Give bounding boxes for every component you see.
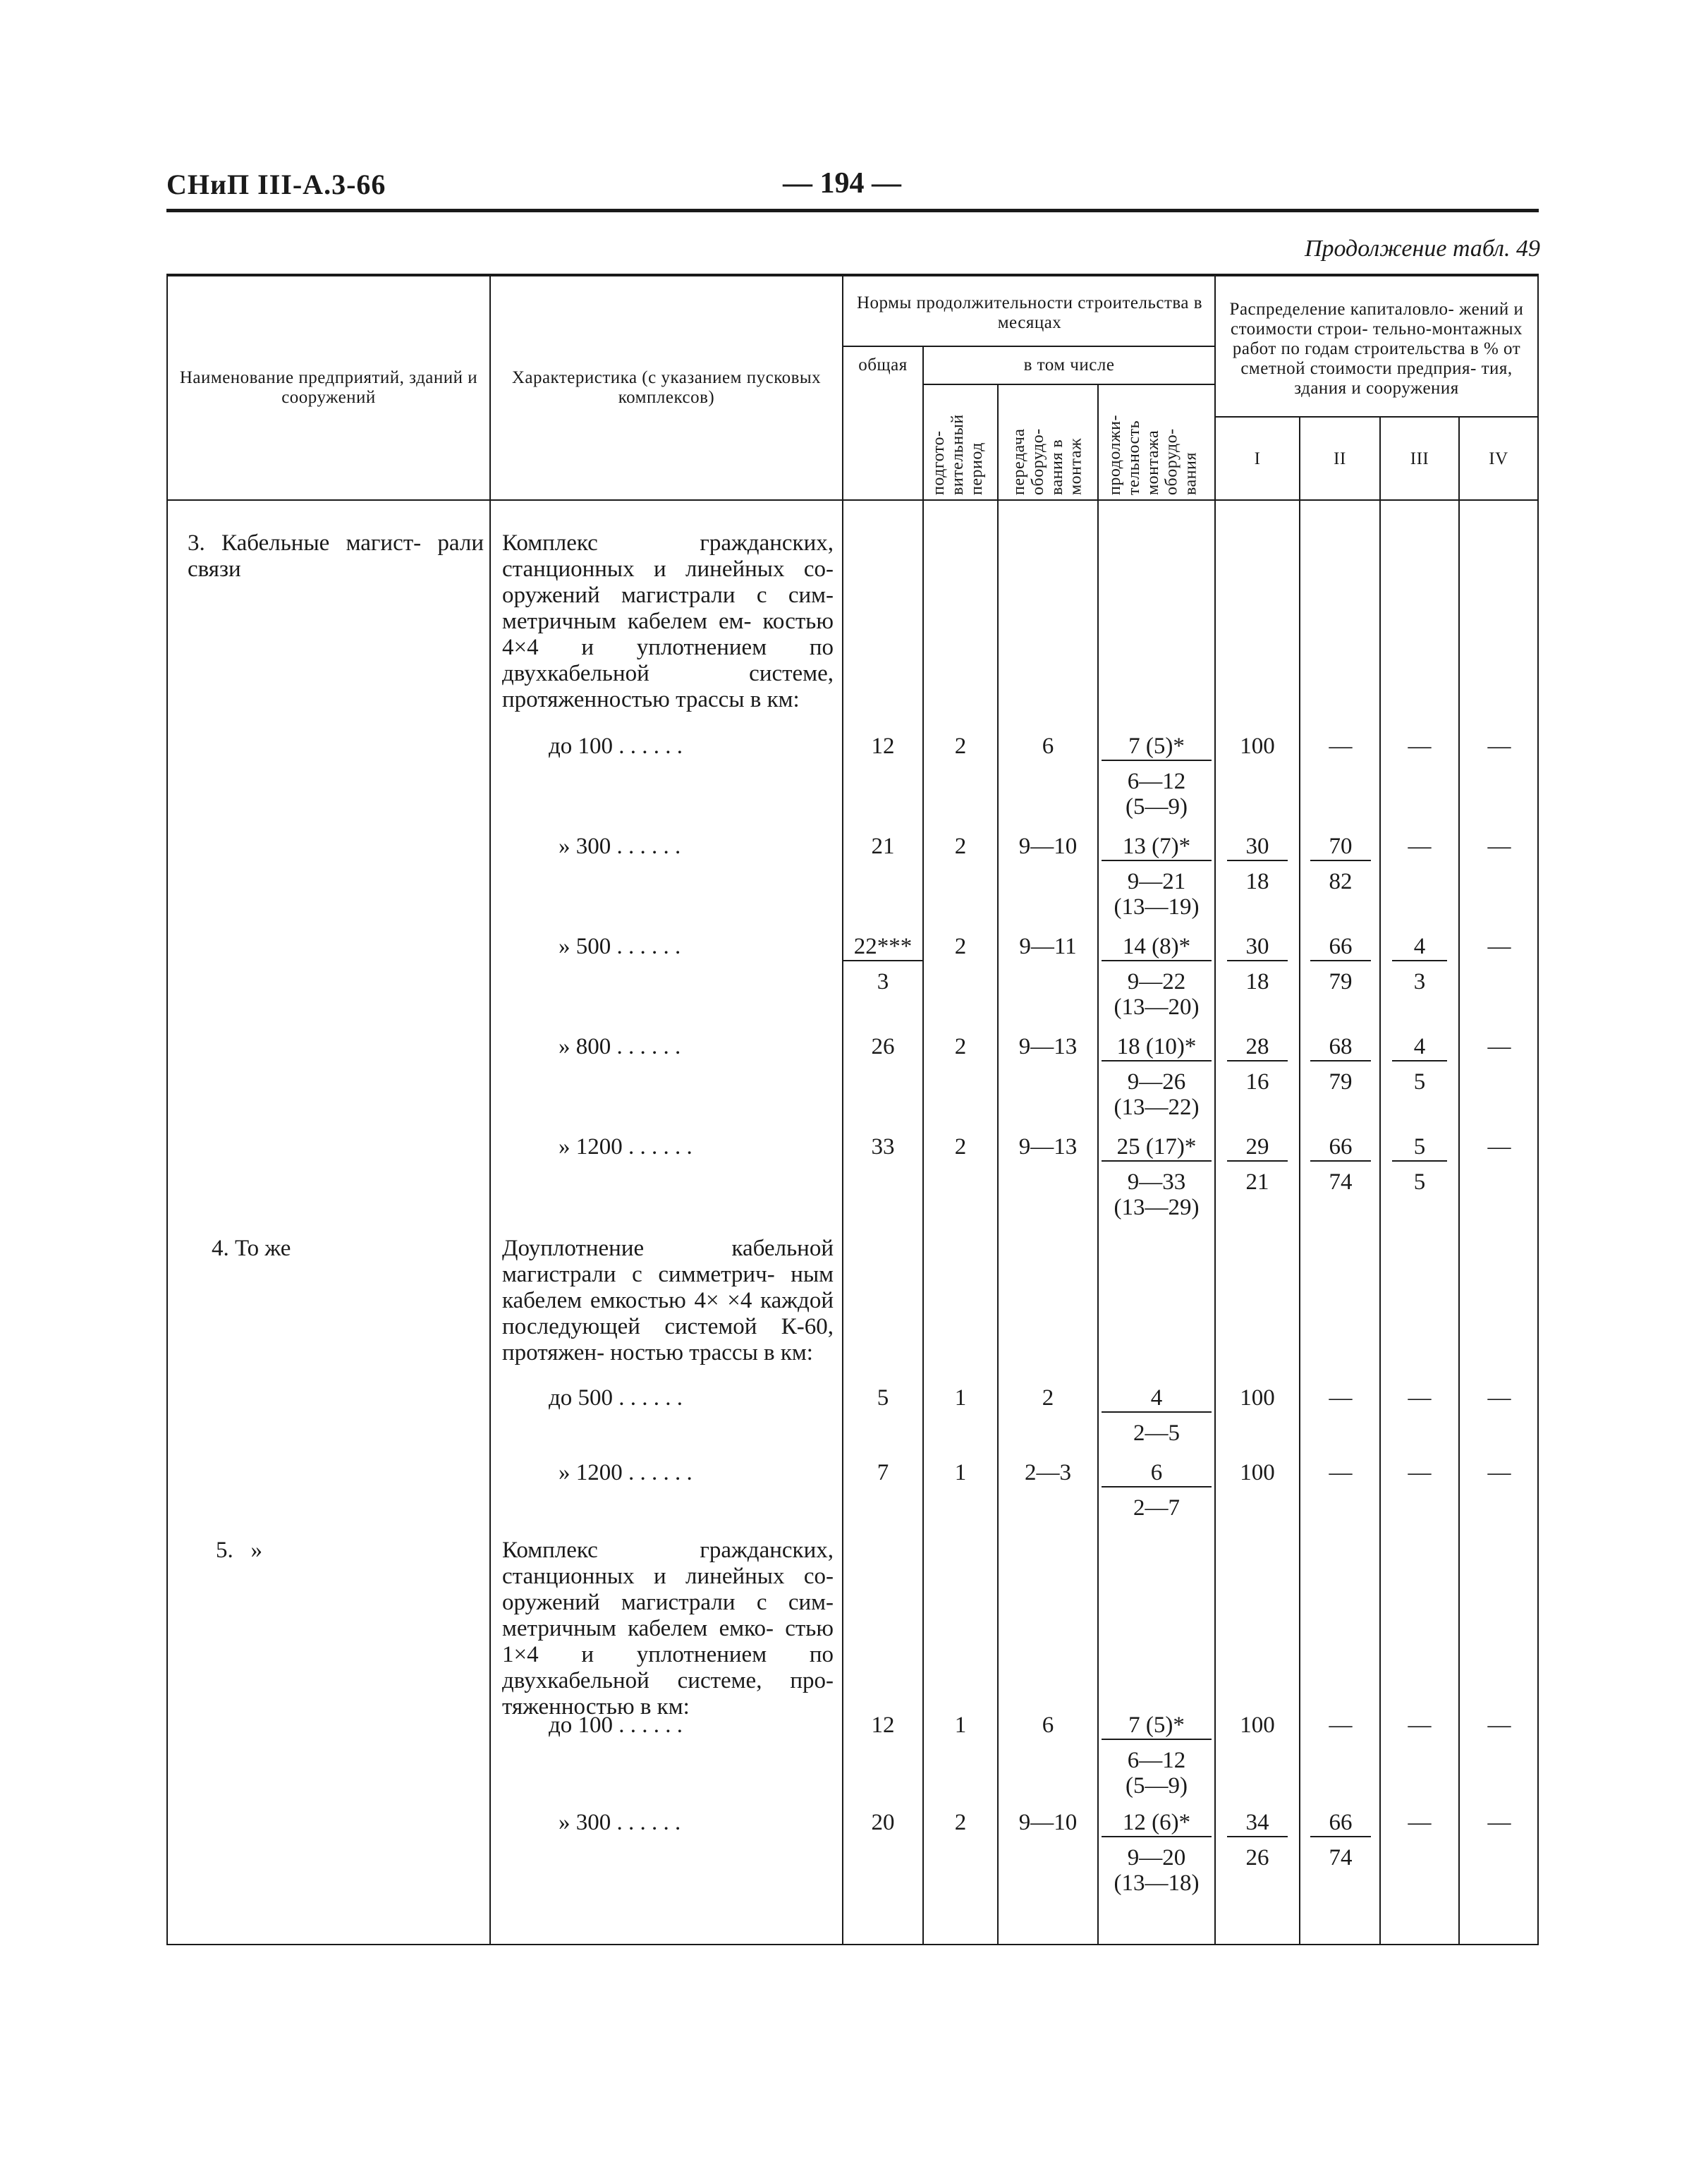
cell-year-3: —	[1408, 834, 1432, 859]
section-description: Комплекс гражданских, станционных и линейных со- оружений магистрали с сим- метричным кабелем ем- костью 4×4 и уплотнением по двухкабельной системе, протяженностью трассы в км:	[502, 530, 834, 712]
cell-mounting-range: 6—12	[1127, 1748, 1186, 1773]
cell-mounting: 14 (8)*	[1102, 934, 1212, 961]
cell-year-1: 30	[1227, 934, 1288, 961]
cell-total: 26	[871, 1034, 895, 1059]
cell-year-2: —	[1329, 734, 1353, 759]
cell-year-1: 100	[1240, 1460, 1275, 1485]
cell-year-3: —	[1408, 734, 1432, 759]
row-range-label: до 100 . . . . . .	[549, 1712, 683, 1738]
cell-total: 12	[871, 734, 895, 759]
cell-year-3: 4	[1392, 934, 1447, 961]
cell-year-4: —	[1487, 1385, 1511, 1411]
cell-preparatory: 2	[954, 734, 967, 759]
cell-year-1: 100	[1240, 734, 1275, 759]
cell-year-4: —	[1487, 934, 1511, 959]
cell-year-2: 66	[1310, 1134, 1371, 1162]
cell-mounting-range: 2—5	[1133, 1420, 1180, 1446]
cell-transfer: 9—10	[1018, 1810, 1078, 1835]
cell-total: 33	[871, 1134, 895, 1160]
section-name: 3. Кабельные магист- рали связи	[188, 530, 484, 582]
cell-mounting-range: 9—26	[1127, 1069, 1186, 1095]
cell-year-1-denominator: 16	[1245, 1069, 1269, 1095]
cell-year-2: 68	[1310, 1034, 1371, 1061]
column-header-transfer: передача оборудо- вания в монтаж	[1010, 428, 1085, 495]
cell-year-3: 5	[1392, 1134, 1447, 1162]
cell-year-1-denominator: 26	[1245, 1845, 1269, 1870]
column-header-name: Наименование предприятий, зданий и сооружений	[179, 368, 478, 407]
cell-transfer: 9—13	[1018, 1034, 1078, 1059]
cell-mounting: 4	[1102, 1385, 1212, 1413]
row-range-label: до 500 . . . . . .	[549, 1385, 683, 1411]
section-name: 5. »	[216, 1538, 262, 1563]
cell-year-1-denominator: 21	[1245, 1169, 1269, 1195]
cell-mounting: 25 (17)*	[1102, 1134, 1212, 1162]
cell-total: 21	[871, 834, 895, 859]
cell-mounting: 18 (10)*	[1102, 1034, 1212, 1061]
column-header-preparatory: подгото- вительный период	[929, 414, 986, 495]
column-header-characteristic: Характеристика (с указанием пусковых комплексов)	[511, 368, 822, 407]
cell-year-3: —	[1408, 1810, 1432, 1835]
cell-total: 12	[871, 1712, 895, 1738]
cell-preparatory: 2	[954, 834, 967, 859]
cell-transfer: 6	[1042, 1712, 1054, 1738]
page-number: — 194 —	[783, 167, 901, 200]
cell-year-2: —	[1329, 1712, 1353, 1738]
cell-year-4: —	[1487, 1712, 1511, 1738]
cell-preparatory: 1	[954, 1460, 967, 1485]
cell-year-4: —	[1487, 1460, 1511, 1485]
row-range-label: » 1200 . . . . . .	[559, 1460, 693, 1485]
cell-year-2: —	[1329, 1460, 1353, 1485]
cell-preparatory: 2	[954, 1134, 967, 1160]
cell-year-1: 100	[1240, 1712, 1275, 1738]
cell-year-3: 4	[1392, 1034, 1447, 1061]
cell-transfer: 6	[1042, 734, 1054, 759]
cell-year-1: 34	[1227, 1810, 1288, 1837]
cell-transfer: 9—13	[1018, 1134, 1078, 1160]
cell-mounting: 6	[1102, 1460, 1212, 1487]
cell-mounting-range: 9—33	[1127, 1169, 1186, 1195]
cell-total: 22***	[843, 934, 922, 961]
cell-year-3: —	[1408, 1460, 1432, 1485]
cell-mounting: 13 (7)*	[1102, 834, 1212, 861]
cell-year-2: 66	[1310, 1810, 1371, 1837]
cell-year-3-denominator: 5	[1413, 1169, 1426, 1195]
cell-year-1: 100	[1240, 1385, 1275, 1411]
column-header-year-3: III	[1410, 449, 1429, 468]
cell-transfer: 9—10	[1018, 834, 1078, 859]
cell-preparatory: 2	[954, 1034, 967, 1059]
cell-preparatory: 1	[954, 1385, 967, 1411]
cell-year-1-denominator: 18	[1245, 969, 1269, 994]
cell-transfer: 2—3	[1025, 1460, 1071, 1485]
cell-year-2-denominator: 82	[1329, 869, 1353, 894]
cell-year-4: —	[1487, 1810, 1511, 1835]
cell-mounting-range-alt: (5—9)	[1126, 794, 1188, 820]
cell-transfer: 2	[1042, 1385, 1054, 1411]
cell-mounting-range: 9—22	[1127, 969, 1186, 994]
cell-mounting-range-alt: (13—18)	[1114, 1870, 1200, 1896]
header-rule	[166, 209, 1539, 212]
row-range-label: » 300 . . . . . .	[559, 1810, 681, 1835]
cell-year-1: 30	[1227, 834, 1288, 861]
cell-year-4: —	[1487, 734, 1511, 759]
column-header-year-4: IV	[1489, 449, 1508, 468]
cell-mounting-range-alt: (13—20)	[1114, 994, 1200, 1020]
section-description: Доуплотнение кабельной магистрали с симметрич- ным кабелем емкостью 4× ×4 каждой последующей системой К-60, протяжен- ностью трассы в км:	[502, 1236, 834, 1365]
column-header-total: общая	[858, 355, 908, 375]
row-range-label: » 1200 . . . . . .	[559, 1134, 693, 1160]
cell-year-2: —	[1329, 1385, 1353, 1411]
row-range-label: » 300 . . . . . .	[559, 834, 681, 859]
cell-year-2: 70	[1310, 834, 1371, 861]
table-continuation-label: Продолжение табл. 49	[1304, 236, 1540, 262]
cell-mounting-range: 6—12	[1127, 769, 1186, 794]
cell-year-3-denominator: 5	[1413, 1069, 1426, 1095]
cell-mounting-range: 9—20	[1127, 1845, 1186, 1870]
cell-total: 20	[871, 1810, 895, 1835]
cell-year-3-denominator: 3	[1413, 969, 1426, 994]
column-group-distribution: Распределение капиталовло- жений и стоимости строи- тельно-монтажных работ по годам строительства в % от сметной стоимости предприя- тия, здания и сооружения	[1229, 300, 1524, 398]
cell-mounting-range: 2—7	[1133, 1495, 1180, 1521]
cell-year-2-denominator: 79	[1329, 1069, 1353, 1095]
cell-mounting-range-alt: (13—22)	[1114, 1095, 1200, 1120]
cell-mounting: 7 (5)*	[1102, 734, 1212, 761]
cell-mounting-range-alt: (5—9)	[1126, 1773, 1188, 1799]
cell-year-1-denominator: 18	[1245, 869, 1269, 894]
section-description: Комплекс гражданских, станционных и линейных со- оружений магистрали с сим- метричным кабелем емко- стью 1×4 и уплотнением по двухкабельной системе, про- тяженностью в км:	[502, 1538, 834, 1720]
cell-year-2-denominator: 74	[1329, 1169, 1353, 1195]
cell-mounting: 7 (5)*	[1102, 1712, 1212, 1740]
cell-total: 7	[877, 1460, 889, 1485]
cell-year-2-denominator: 74	[1329, 1845, 1353, 1870]
cell-year-3: —	[1408, 1385, 1432, 1411]
cell-preparatory: 1	[954, 1712, 967, 1738]
cell-mounting-range-alt: (13—29)	[1114, 1195, 1200, 1220]
cell-year-4: —	[1487, 1034, 1511, 1059]
row-range-label: » 800 . . . . . .	[559, 1034, 681, 1059]
cell-year-1: 29	[1227, 1134, 1288, 1162]
cell-year-3: —	[1408, 1712, 1432, 1738]
column-group-norms: Нормы продолжительности строительства в месяцах	[856, 293, 1203, 332]
section-name: 4. То же	[212, 1236, 291, 1261]
row-range-label: » 500 . . . . . .	[559, 934, 681, 959]
cell-mounting-range-alt: (13—19)	[1114, 894, 1200, 920]
column-header-year-1: I	[1254, 449, 1261, 468]
cell-year-1: 28	[1227, 1034, 1288, 1061]
cell-mounting: 12 (6)*	[1102, 1810, 1212, 1837]
cell-year-2-denominator: 79	[1329, 969, 1353, 994]
column-subgroup-including: в том числе	[1023, 355, 1115, 375]
cell-mounting-range: 9—21	[1127, 869, 1186, 894]
cell-total-denominator: 3	[877, 969, 889, 994]
row-range-label: до 100 . . . . . .	[549, 734, 683, 759]
cell-total: 5	[877, 1385, 889, 1411]
cell-preparatory: 2	[954, 1810, 967, 1835]
cell-year-2: 66	[1310, 934, 1371, 961]
cell-year-4: —	[1487, 834, 1511, 859]
cell-preparatory: 2	[954, 934, 967, 959]
cell-transfer: 9—11	[1019, 934, 1077, 959]
column-header-year-2: II	[1334, 449, 1346, 468]
cell-year-4: —	[1487, 1134, 1511, 1160]
document-code: СНиП III-А.3-66	[166, 169, 386, 200]
column-header-mounting: продолжи- тельность монтажа оборудо- вания	[1106, 415, 1200, 495]
